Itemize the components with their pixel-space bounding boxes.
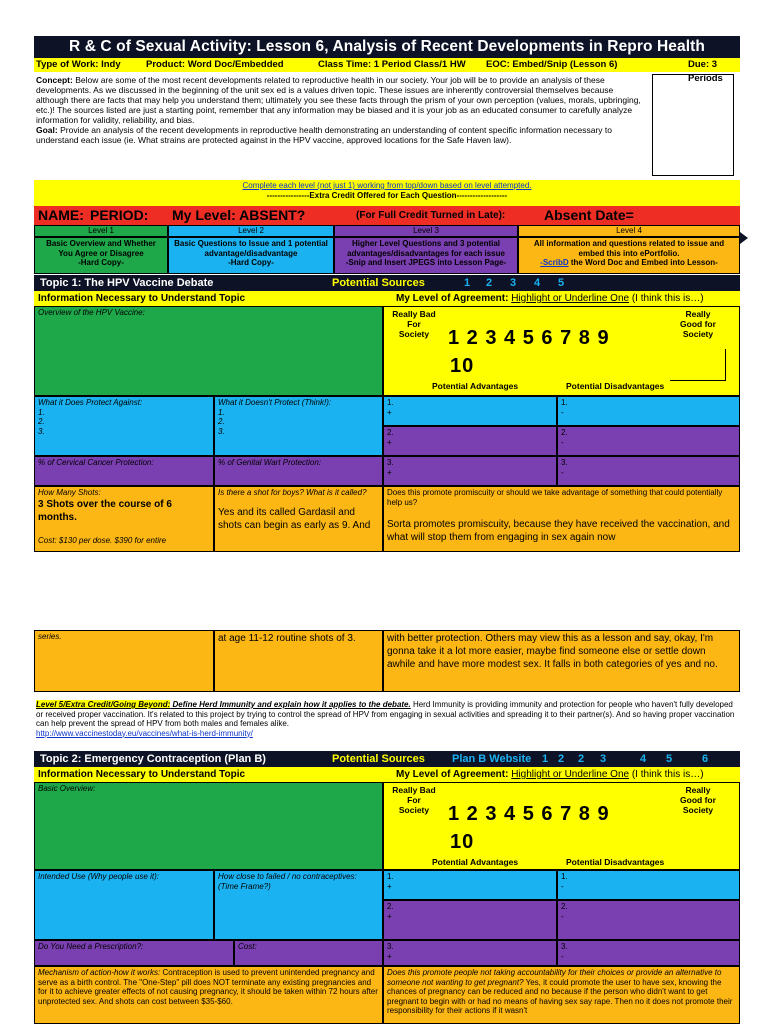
how-close-cell[interactable]: How close to failed / no contraceptives: (Time Frame?) <box>214 870 383 940</box>
overview-cell[interactable]: Overview of the HPV Vaccine: <box>34 306 383 396</box>
promiscuity-cell[interactable] <box>383 486 740 552</box>
topic1-source-link[interactable]: 4 <box>534 277 541 289</box>
not-protect-cell[interactable]: What it Doesn't Protect (Think!): 1. 2. 3. <box>214 396 383 456</box>
intended-use-cell[interactable]: Intended Use (Why people use it): <box>34 870 214 940</box>
scale-numbers[interactable]: 1 2 3 4 5 6 7 8 9 <box>448 327 610 349</box>
topic1-header <box>34 275 740 291</box>
level5-label: Level 5/Extra Credit/Going Beyond: <box>36 700 171 709</box>
scribd-link[interactable]: -ScribD <box>540 258 569 267</box>
dis-label: Potential Disadvantages <box>566 857 665 867</box>
agreement-scale[interactable] <box>383 306 740 396</box>
boys-continued-cell[interactable]: at age 11-12 routine shots of 3. <box>214 630 383 692</box>
disadvantage-1[interactable]: 1. - <box>557 870 740 900</box>
topic1-subheader <box>34 291 740 306</box>
level2-desc: Basic Questions to Issue and 1 potential advantage/disadvantage -Hard Copy- <box>168 237 334 274</box>
name-row <box>34 206 740 225</box>
advantage-1[interactable]: 1. + <box>383 396 557 426</box>
shots-cell[interactable] <box>34 486 214 552</box>
info-header: Information Necessary to Understand Topic <box>38 293 246 304</box>
genital-cell[interactable]: % of Genital Wart Protection: <box>214 456 383 486</box>
type-of-work: Type of Work: Indy <box>36 59 121 70</box>
bad-label: Really Bad For Society <box>392 785 436 815</box>
advantage-1[interactable]: 1. + <box>383 870 557 900</box>
cervical-cell[interactable]: % of Cervical Cancer Protection: <box>34 456 214 486</box>
topic2-subheader <box>34 767 740 782</box>
due: Due: 3 Periods <box>688 59 723 84</box>
topic2-source-link[interactable]: 3 <box>600 753 607 765</box>
level4-label: Level 4 <box>518 225 740 237</box>
topic2-header <box>34 751 740 767</box>
topic2-source-link[interactable]: 5 <box>666 753 673 765</box>
promiscuity-answer: Sorta promotes promiscuity, because they have received the vaccination, and what will stop them from engaging in sex again now <box>387 519 730 543</box>
disadvantage-3[interactable]: 3. - <box>557 940 740 966</box>
product: Product: Word Doc/Embedded <box>146 59 284 70</box>
disadvantage-2[interactable]: 2. - <box>557 426 740 456</box>
disadvantage-3[interactable]: 3. - <box>557 456 740 486</box>
topic2-source-link[interactable]: 1 <box>542 753 549 765</box>
bad-label: Really Bad For Society <box>392 309 436 339</box>
eoc: EOC: Embed/Snip (Lesson 6) <box>486 59 618 70</box>
arrow-icon <box>740 232 748 244</box>
topic1-source-link[interactable]: 3 <box>510 277 517 289</box>
complete-line: Complete each level (not just 1) working from top/down based on level attempted. <box>242 181 532 190</box>
good-label: Really Good for Society <box>680 309 716 339</box>
scale-ten[interactable]: 10 <box>450 355 475 377</box>
level1-label: Level 1 <box>34 225 168 237</box>
advantage-3[interactable]: 3. + <box>383 456 557 486</box>
advantage-3[interactable]: 3. + <box>383 940 557 966</box>
mechanism-cell[interactable]: Mechanism of action-how it works: Contraception is used to prevent unintended pregnancy and serve as a birth control. The "One-Step" pill does NOT terminate any existing pregnancies and for it to achieve greater effects of not causing pregnancy, it should be taken within 72 hours after unprotected sex. And shots can cost between $35-$60. <box>34 966 383 1024</box>
agreement-scale[interactable] <box>383 782 740 870</box>
topic1-source-link[interactable]: 2 <box>486 277 493 289</box>
page-title: R & C of Sexual Activity: Lesson 6, Analysis of Recent Developments in Repro Health <box>34 36 740 58</box>
agreement-header: My Level of Agreement: Highlight or Underline One (I think this is…) <box>396 293 704 304</box>
plan-b-link[interactable]: Plan B Website <box>452 753 532 765</box>
info-header: Information Necessary to Understand Topic <box>38 769 246 780</box>
level3-label: Level 3 <box>334 225 518 237</box>
level1-desc: Basic Overview and Whether You Agree or Disagree -Hard Copy- <box>34 237 168 274</box>
promiscuity-continued-cell[interactable]: with better protection. Others may view this as a lesson and say, okay, I'm gonna take it a lot more easier, maybe find someone else or settle down awhile and have more modest sex. It falls in both categories of yes and no. <box>383 630 740 692</box>
cost-continued-cell[interactable]: series. <box>34 630 214 692</box>
my-level-label: My Level: ABSENT? <box>172 207 306 223</box>
topic1-sources-label: Potential Sources <box>332 277 425 289</box>
cost-label: Cost: $130 per dose. $390 for entire <box>38 535 167 545</box>
period-label: PERIOD: <box>90 207 149 223</box>
extra-credit-line: ----------------Extra Credit Offered for Each Question------------------- <box>266 190 508 200</box>
level4-desc: All information and questions related to issue and embed this into ePortfolio. -ScribD the Word Doc and Embed into Lesson- <box>518 237 740 274</box>
prescription-cell[interactable]: Do You Need a Prescription?: <box>34 940 234 966</box>
overview-cell[interactable]: Basic Overview: <box>34 782 383 870</box>
herd-immunity-link[interactable]: http://www.vaccinestoday.eu/vaccines/what-is-herd-immunity/ <box>36 728 253 738</box>
topic2-source-link[interactable]: 4 <box>640 753 647 765</box>
topic2-source-link[interactable]: 6 <box>702 753 709 765</box>
boys-cell[interactable] <box>214 486 383 552</box>
dis-label: Potential Disadvantages <box>566 381 665 391</box>
boys-question: Is there a shot for boys? What is it called? <box>218 488 367 497</box>
topic2-sources-label: Potential Sources <box>332 753 425 765</box>
boys-answer: Yes and its called Gardasil and shots can begin as early as 9. And <box>218 506 371 531</box>
disadvantage-2[interactable]: 2. - <box>557 900 740 940</box>
goal-label: Goal: <box>36 125 58 135</box>
scale-ten[interactable]: 10 <box>450 831 475 853</box>
level2-label: Level 2 <box>168 225 334 237</box>
absent-date-label: Absent Date= <box>544 207 634 223</box>
class-time: Class Time: 1 Period Class/1 HW <box>318 59 466 70</box>
level3-desc: Higher Level Questions and 3 potential advantages/disadvantages for each issue -Snip and Insert JPEGS into Lesson Page- <box>334 237 518 274</box>
cost-cell[interactable]: Cost: <box>234 940 383 966</box>
scale-bracket <box>670 349 726 381</box>
accountability-cell[interactable]: Does this promote people not taking accountability for their choices or provide an alternative to someone not wanting to get pregnant? Yes, it could promote the user to have sex, knowing the chances of pregnancy can be reduced and no because if the person who didn't want to get pregnant to begin with or had no means of having sex say rape. Then no it does not promote their responsibility for their actions if it wasn't <box>383 966 740 1024</box>
topic1-source-link[interactable]: 1 <box>464 277 471 289</box>
scale-numbers[interactable]: 1 2 3 4 5 6 7 8 9 <box>448 803 610 825</box>
concept-text: Below are some of the most recent developments related to reproductive health in our society. Your job will be to provide an analysis of these developments. As we discussed in the beginning of the unit sex ed is a values driven topic. These issues are inherently controversial themselves because although there are facts that may help you understand them; ultimately you see these facts through the prism of your own perception (values, morals, upbringing, etc.)! The sources listed are just a starting point, remember that any information may be biased and it is your job as an educated consumer to carefully analyze information for validity, reliability, and bias. <box>36 75 641 125</box>
adv-label: Potential Advantages <box>432 857 519 867</box>
complete-banner <box>34 180 740 206</box>
shots-answer: 3 Shots over the course of 6 months. <box>38 498 172 523</box>
level5-question: Define Herd Immunity and explain how it applies to the debate. <box>170 700 411 709</box>
name-label: NAME: <box>38 207 84 223</box>
goal-text: Provide an analysis of the recent developments in reproductive health demonstrating an understanding of content specific information necessary to understand each issue (ie. What strains are protected against in the HPV vaccine, approved locations for the Safe Haven law). <box>36 125 612 145</box>
level5-answer: Herd Immunity is providing immunity and protection for people who haven't fully developed or received proper vaccination. It's related to this project by trying to control the spread of HPV from engaging in sexual activities and spreading it to their partner(s). And so having proper vaccination can help prevent the spread of HPV from both males and females alike. <box>36 700 735 728</box>
concept-label: Concept: <box>36 75 73 85</box>
shots-label: How Many Shots: <box>38 488 101 497</box>
levels-row <box>34 225 740 274</box>
advantage-2[interactable]: 2. + <box>383 426 557 456</box>
adv-label: Potential Advantages <box>432 381 519 391</box>
disadvantage-1[interactable]: 1. - <box>557 396 740 426</box>
promiscuity-question: Does this promote promiscuity or should we take advantage of something that could potentially help us? <box>387 488 723 507</box>
advantage-2[interactable]: 2. + <box>383 900 557 940</box>
topic2-title: Topic 2: Emergency Contraception (Plan B) <box>40 753 266 765</box>
good-label: Really Good for Society <box>680 785 716 815</box>
topic1-source-link[interactable]: 5 <box>558 277 565 289</box>
protect-against-cell[interactable]: What it Does Protect Against: 1. 2. 3. <box>34 396 214 456</box>
topic2-source-link[interactable]: 2 <box>578 753 585 765</box>
concept-block <box>36 75 646 179</box>
level5-block <box>36 700 738 752</box>
grade-box <box>652 74 734 176</box>
topic1-title: Topic 1: The HPV Vaccine Debate <box>40 277 214 289</box>
topic2-source-link[interactable]: 2 <box>558 753 565 765</box>
agreement-header: My Level of Agreement: Highlight or Underline One (I think this is…) <box>396 769 704 780</box>
late-label: (For Full Credit Turned in Late): <box>356 210 506 221</box>
